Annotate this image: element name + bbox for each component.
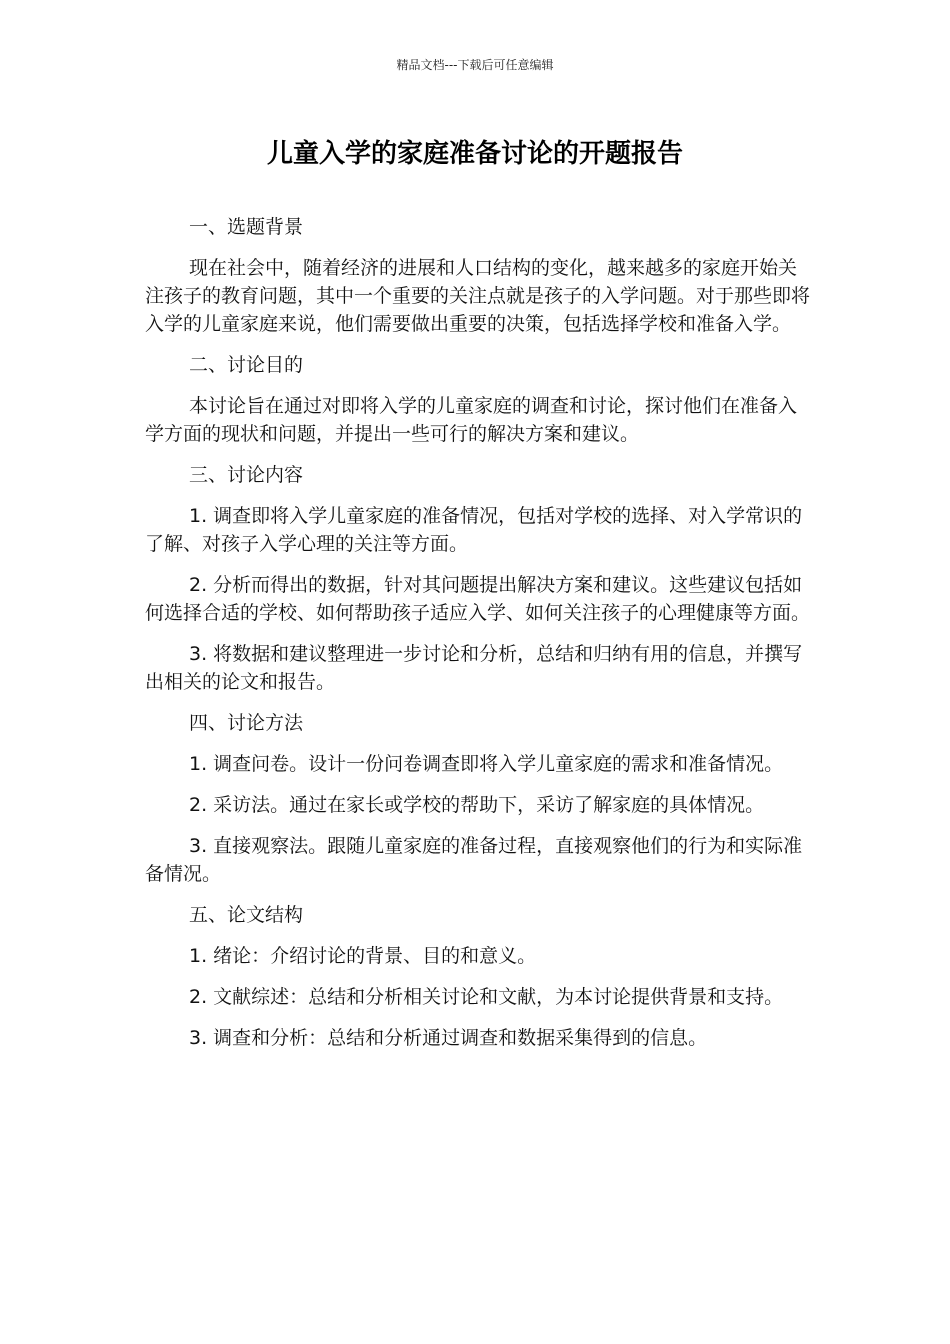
method-item-2: 2. 采访法。通过在家长或学校的帮助下，采访了解家庭的具体情况。 <box>189 794 765 816</box>
structure-item-2: 2. 文献综述：总结和分析相关讨论和文献，为本讨论提供背景和支持。 <box>189 986 784 1008</box>
section-heading-purpose: 二、讨论目的 <box>189 354 304 376</box>
section-heading-methods: 四、讨论方法 <box>189 712 304 734</box>
section-heading-content: 三、讨论内容 <box>189 464 304 486</box>
paragraph-purpose: 本讨论旨在通过对即将入学的儿童家庭的调查和讨论，探讨他们在准备入学方面的现状和问题，并提出一些可行的解决方案和建议。 <box>145 395 798 445</box>
document-title: 儿童入学的家庭准备讨论的开题报告 <box>266 139 683 169</box>
section-heading-background: 一、选题背景 <box>189 216 304 238</box>
structure-item-3: 3. 调查和分析：总结和分析通过调查和数据采集得到的信息。 <box>189 1027 708 1049</box>
content-item-3: 3. 将数据和建议整理进一步讨论和分析，总结和归纳有用的信息，并撰写出相关的论文和报告。 <box>145 643 803 693</box>
method-item-1: 1. 调查问卷。设计一份问卷调查即将入学儿童家庭的需求和准备情况。 <box>189 753 784 775</box>
content-item-1: 1. 调查即将入学儿童家庭的准备情况，包括对学校的选择、对入学常识的了解、对孩子入学心理的关注等方面。 <box>145 505 803 555</box>
method-item-3: 3. 直接观察法。跟随儿童家庭的准备过程，直接观察他们的行为和实际准备情况。 <box>145 835 803 885</box>
paragraph-background: 现在社会中，随着经济的进展和人口结构的变化，越来越多的家庭开始关注孩子的教育问题，其中一个重要的关注点就是孩子的入学问题。对于那些即将入学的儿童家庭来说，他们需要做出重要的决策，包括选择学校和准备入学。 <box>145 257 811 335</box>
section-heading-structure: 五、论文结构 <box>189 904 304 926</box>
content-item-2: 2. 分析而得出的数据，针对其问题提出解决方案和建议。这些建议包括如何选择合适的学校、如何帮助孩子适应入学、如何关注孩子的心理健康等方面。 <box>145 574 811 624</box>
header-note: 精品文档---下载后可任意编辑 <box>396 58 554 72</box>
structure-item-1: 1. 绪论：介绍讨论的背景、目的和意义。 <box>189 945 537 967</box>
document-body <box>145 213 810 1065</box>
